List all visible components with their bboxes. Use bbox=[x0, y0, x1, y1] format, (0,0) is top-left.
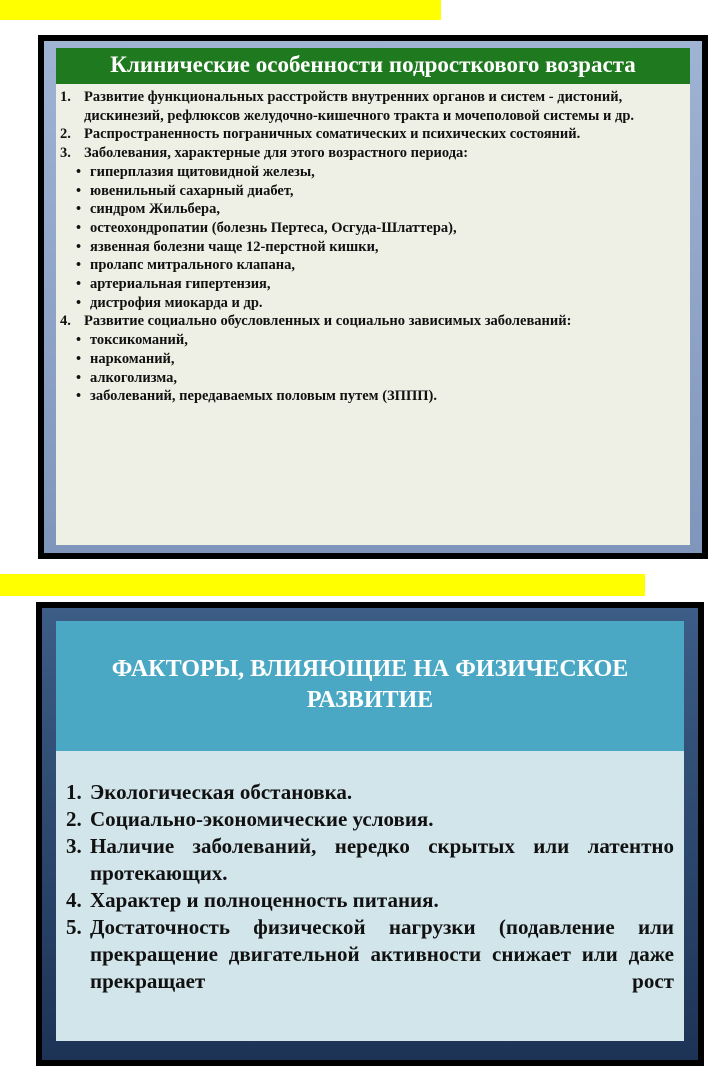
list-text: Достаточность физической нагрузки (подавление или прекращение двигательной активности снижает или даже прекращает рост bbox=[90, 915, 674, 993]
list-number: 3. bbox=[66, 834, 82, 858]
bullet-item: • язвенная болезни чаще 12-перстной кишки, bbox=[76, 238, 686, 257]
slide-frame bbox=[42, 608, 698, 1060]
list-text: Заболевания, характерные для этого возрастного периода: bbox=[84, 145, 469, 162]
list-number: 1. bbox=[66, 780, 82, 804]
list-text: Экологическая обстановка. bbox=[90, 780, 353, 804]
bullet-item: • заболеваний, передаваемых половым путем (ЗППП). bbox=[76, 387, 686, 406]
list-item bbox=[66, 806, 674, 833]
list-item bbox=[66, 887, 674, 914]
bullet-item: • синдром Жильбера, bbox=[76, 200, 686, 219]
list-text: Распространенность пограничных соматических и психических состояний. bbox=[84, 126, 581, 143]
list-item bbox=[60, 144, 686, 163]
slide-title: Клинические особенности подросткового возраста bbox=[56, 48, 690, 84]
list-number: 4. bbox=[66, 888, 82, 912]
list-item bbox=[66, 779, 674, 806]
list-text: Развитие социально обусловленных и социально зависимых заболеваний: bbox=[84, 313, 572, 330]
numbered-list bbox=[60, 88, 686, 163]
bullet-item: • наркоманий, bbox=[76, 350, 686, 369]
bullet-item: • токсикоманий, bbox=[76, 331, 686, 350]
yellow-highlight-bar-top bbox=[0, 0, 441, 20]
list-text: Наличие заболеваний, нередко скрытых или латентно протекающих. bbox=[90, 834, 674, 885]
numbered-list bbox=[66, 779, 674, 995]
list-item bbox=[66, 833, 674, 887]
list-number: 1. bbox=[60, 89, 71, 105]
list-number: 3. bbox=[60, 145, 71, 162]
bullet-item: • дистрофия миокарда и др. bbox=[76, 294, 686, 313]
bullet-item: • алкоголизма, bbox=[76, 369, 686, 388]
list-item bbox=[60, 312, 686, 331]
slide-frame bbox=[44, 41, 702, 553]
bullet-list bbox=[60, 163, 686, 313]
bullet-item: • остеохондропатии (болезнь Пертеса, Осгуда-Шлаттера), bbox=[76, 219, 686, 238]
list-number: 2. bbox=[60, 126, 71, 143]
slide-title: ФАКТОРЫ, ВЛИЯЮЩИЕ НА ФИЗИЧЕСКОЕ РАЗВИТИЕ bbox=[56, 621, 684, 751]
numbered-list bbox=[60, 312, 686, 331]
list-number: 4. bbox=[60, 313, 71, 330]
slide-body bbox=[56, 84, 690, 545]
list-text: Социально-экономические условия. bbox=[90, 807, 434, 831]
list-item bbox=[60, 88, 686, 125]
list-item bbox=[60, 125, 686, 144]
list-item bbox=[66, 914, 674, 995]
bullet-list bbox=[60, 331, 686, 406]
bullet-item: • гиперплазия щитовидной железы, bbox=[76, 163, 686, 182]
list-text: Характер и полноценность питания. bbox=[90, 888, 439, 912]
bullet-item: • ювенильный сахарный диабет, bbox=[76, 182, 686, 201]
slide-physical-development-factors bbox=[36, 602, 704, 1066]
list-number: 5. bbox=[66, 915, 82, 939]
slide-clinical-features bbox=[38, 35, 708, 559]
bullet-item: • артериальная гипертензия, bbox=[76, 275, 686, 294]
slide-body bbox=[56, 751, 684, 1041]
bullet-item: • пролапс митрального клапана, bbox=[76, 256, 686, 275]
yellow-highlight-bar-middle bbox=[0, 574, 645, 596]
list-text: Развитие функциональных расстройств внутренних органов и систем - дистоний, дискинезий, рефлюксов желудочно-кишечного тракта и мочеполовой системы и др. bbox=[84, 89, 635, 124]
list-number: 2. bbox=[66, 807, 82, 831]
